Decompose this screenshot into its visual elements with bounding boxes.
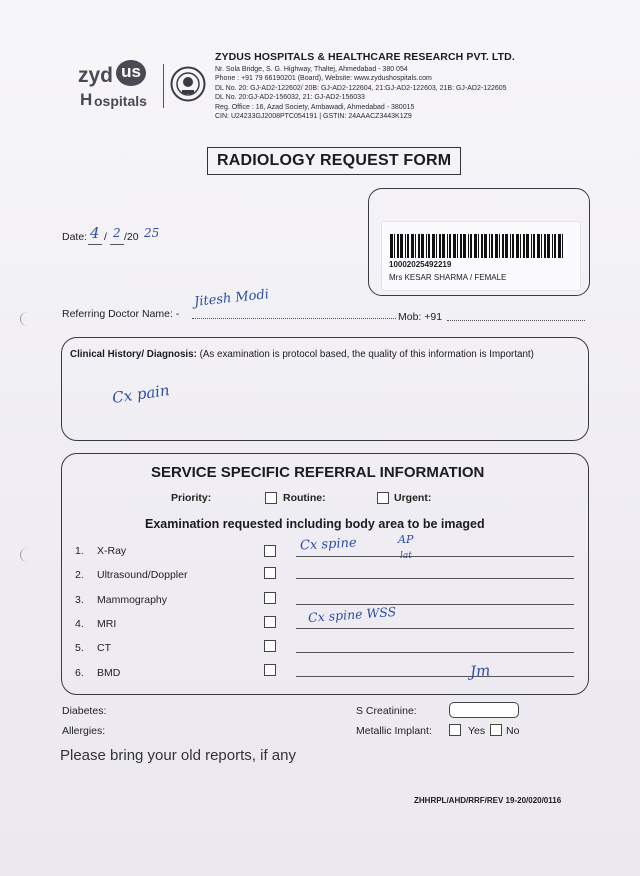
mob-dotline — [447, 320, 585, 321]
exam-num-5: 5. — [75, 642, 84, 654]
referring-doctor-value[interactable]: Jitesh Modi — [193, 287, 270, 310]
routine-label: Routine: — [283, 492, 326, 504]
form-title: RADIOLOGY REQUEST FORM — [207, 147, 461, 175]
logo-h: H — [80, 90, 93, 109]
clinical-history-label-bold: Clinical History/ Diagnosis: — [70, 349, 197, 360]
clinical-history-value[interactable]: Cx pain — [111, 381, 171, 407]
exam-label-ct: CT — [97, 642, 111, 654]
sticker-patient: Mrs KESAR SHARMA / FEMALE — [389, 273, 507, 282]
creatinine-label: S Creatinine: — [356, 705, 417, 717]
sticker-id: 10002025492219 — [389, 260, 452, 269]
referring-doctor-dotline — [192, 318, 396, 319]
exam-note-xray-lat[interactable]: lat — [400, 551, 412, 561]
exam-line-ultrasound — [296, 578, 574, 579]
logo-divider — [163, 64, 164, 108]
date-month[interactable]: 2 — [113, 226, 121, 240]
punch-hole-bottom — [20, 548, 35, 562]
dl-line-1: DL No. 20: GJ-AD2-122602/ 20B: GJ-AD2-122604, 21:GJ-AD2-122603, 21B: GJ-AD2-122605 — [215, 84, 507, 92]
cin-line: CIN: U24233GJ2008PTC054191 | GSTIN: 24AAACZ3443K1Z9 — [215, 113, 412, 121]
company-name: ZYDUS HOSPITALS & HEALTHCARE RESEARCH PVT. LTD. — [215, 51, 515, 63]
exam-line-ct — [296, 652, 574, 653]
date-year[interactable]: 25 — [144, 226, 160, 240]
exam-checkbox-ultrasound[interactable] — [264, 567, 276, 579]
exam-line-mammography — [296, 604, 574, 605]
exam-checkbox-mammography[interactable] — [264, 592, 276, 604]
exam-checkbox-mri[interactable] — [264, 616, 276, 628]
old-reports-reminder: Please bring your old reports, if any — [60, 747, 296, 764]
mob-label: Mob: +91 — [398, 311, 443, 323]
exam-line-bmd — [296, 676, 574, 677]
logo-us-badge: us — [116, 60, 146, 86]
exam-num-4: 4. — [75, 618, 84, 630]
date-sep-1: / — [104, 231, 107, 243]
form-code: ZHHRPL/AHD/RRF/REV 19-20/020/0116 — [414, 796, 562, 805]
urgent-label: Urgent: — [394, 492, 432, 504]
exam-line-xray — [296, 556, 574, 557]
punch-hole-top — [20, 312, 35, 326]
priority-label: Priority: — [171, 492, 212, 504]
exam-label-mammography: Mammography — [97, 594, 168, 606]
exam-checkbox-bmd[interactable] — [264, 664, 276, 676]
exam-num-1: 1. — [75, 545, 84, 557]
exam-note-xray-ap[interactable]: AP — [398, 533, 414, 546]
clinical-history-label-note: (As examination is protocol based, the quality of this information is Important) — [199, 349, 534, 360]
date-sep-2: /20 — [124, 231, 139, 243]
implant-yes-checkbox[interactable] — [449, 724, 461, 736]
exam-label-xray: X-Ray — [97, 545, 127, 557]
urgent-checkbox[interactable] — [377, 492, 389, 504]
exam-checkbox-ct[interactable] — [264, 640, 276, 652]
date-month-line — [110, 244, 124, 245]
logo-text-top: zyd — [78, 64, 114, 87]
company-address-block — [215, 65, 507, 121]
exam-note-xray[interactable]: Cx spine — [299, 535, 357, 554]
date-day-line — [88, 244, 102, 245]
routine-checkbox[interactable] — [265, 492, 277, 504]
dl-line-2: DL No. 20:GJ-AD2-156032, 21: GJ-AD2-156033 — [215, 94, 365, 102]
address-line: Nr. Sola Bridge, S. G. Highway, Thaltej, Ahmedabad - 380 054 — [215, 66, 408, 73]
service-heading: SERVICE SPECIFIC REFERRAL INFORMATION — [151, 464, 485, 481]
phone-line: Phone : +91 79 66190201 (Board), Website: www.zydushospitals.com — [215, 75, 432, 83]
doctor-signature[interactable]: Jm — [469, 661, 491, 681]
reg-office-line: Reg. Office : 16, Azad Society, Ambawadi, Ahmedabad - 380015 — [215, 103, 415, 111]
exam-num-6: 6. — [75, 667, 84, 679]
metallic-implant-label: Metallic Implant: — [356, 725, 432, 737]
exam-heading: Examination requested including body area to be imaged — [145, 517, 485, 531]
exam-num-2: 2. — [75, 569, 84, 581]
exam-checkbox-xray[interactable] — [264, 545, 276, 557]
exam-label-mri: MRI — [97, 618, 117, 630]
implant-yes-label: Yes — [468, 725, 486, 737]
exam-note-mri[interactable]: Cx spine WSS — [307, 603, 397, 626]
exam-label-bmd: BMD — [97, 667, 121, 679]
clinical-history-label — [70, 349, 534, 360]
diabetes-label: Diabetes: — [62, 705, 107, 717]
patient-sticker-label — [382, 222, 580, 290]
exam-num-3: 3. — [75, 594, 84, 606]
zydus-logo — [76, 60, 166, 112]
implant-no-checkbox[interactable] — [490, 724, 502, 736]
date-day[interactable]: 4 — [90, 224, 100, 242]
referring-doctor-label: Referring Doctor Name: - — [62, 308, 180, 320]
date-label: Date: — [62, 231, 88, 243]
allergies-label: Allergies: — [62, 725, 106, 737]
creatinine-input[interactable] — [449, 702, 519, 718]
barcode — [388, 234, 568, 258]
implant-no-label: No — [506, 725, 520, 737]
exam-line-mri — [296, 628, 574, 629]
logo-text-bottom: ospitals — [94, 93, 147, 109]
nabh-seal-icon — [170, 66, 206, 102]
exam-label-ultrasound: Ultrasound/Doppler — [97, 569, 188, 581]
